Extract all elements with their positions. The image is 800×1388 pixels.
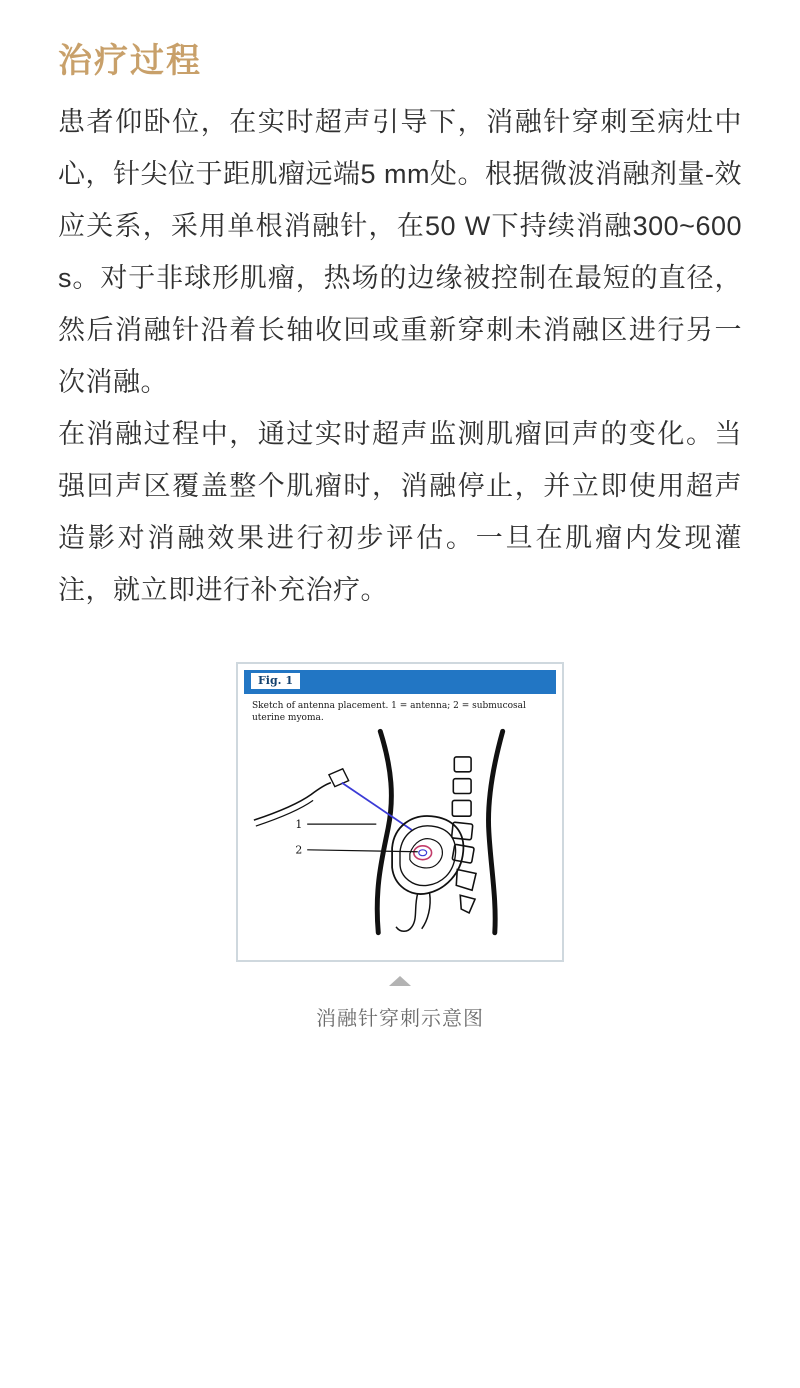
collapse-arrow-icon[interactable] <box>389 976 411 986</box>
figure-header-bar <box>244 670 556 694</box>
figure-block <box>58 662 742 1031</box>
figure-artwork <box>244 728 556 938</box>
figure-caption: 消融针穿刺示意图 <box>316 1007 484 1030</box>
uterus-sketch-svg <box>244 728 556 938</box>
page-title: 治疗过程 <box>58 41 202 81</box>
figure-inner <box>244 670 556 954</box>
figure-image[interactable] <box>236 662 564 962</box>
figure-label-1: 1 <box>295 817 303 831</box>
figure-number-label: Fig. 1 <box>250 672 301 690</box>
paragraph-monitoring: 在消融过程中，通过实时超声监测肌瘤回声的变化。当强回声区覆盖整个肌瘤时，消融停止，并立即使用超声造影对消融效果进行初步评估。一旦在肌瘤内发现灌注，就立即进行补充治疗。 <box>58 418 742 605</box>
figure-label-2: 2 <box>295 843 303 857</box>
figure-inner-caption: Sketch of antenna placement. 1 = antenna; 2 = submucosal uterine myoma. <box>252 700 526 723</box>
paragraph-treatment-procedure: 患者仰卧位，在实时超声引导下，消融针穿刺至病灶中心，针尖位于距肌瘤远端5 mm处。根据微波消融剂量-效应关系，采用单根消融针，在50 W下持续消融300~600 s。对于非球形肌瘤，热场的边缘被控制在最短的直径，然后消融针沿着长轴收回或重新穿刺未消融区进行另一次消融。 <box>58 106 742 397</box>
